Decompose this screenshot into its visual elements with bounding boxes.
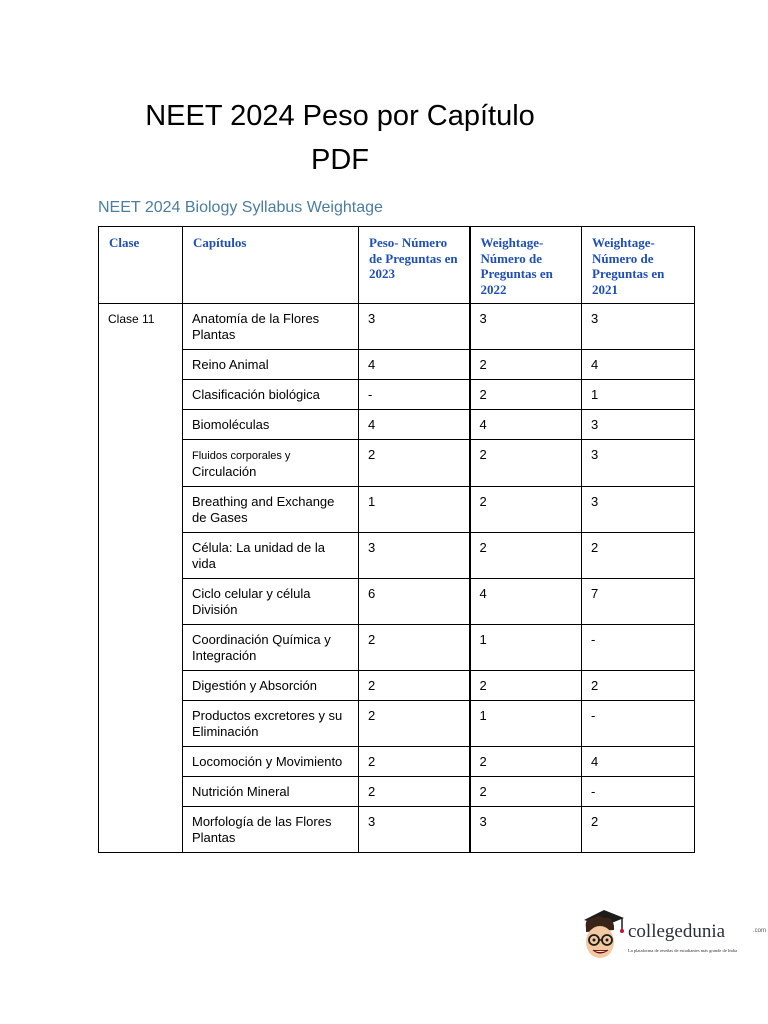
value-2022: 2 — [470, 487, 582, 533]
value-2023: 2 — [359, 671, 470, 701]
title-line-2: PDF — [311, 144, 369, 176]
value-2021: 3 — [582, 487, 695, 533]
student-mascot-icon — [578, 906, 626, 966]
logo-name: collegedunia — [628, 921, 726, 942]
value-2023: 2 — [359, 701, 470, 747]
value-2022: 2 — [470, 350, 582, 380]
value-2022: 1 — [470, 701, 582, 747]
value-2022: 2 — [470, 380, 582, 410]
value-2023: 2 — [359, 625, 470, 671]
chapter-cell: Ciclo celular y célula División — [183, 579, 359, 625]
value-2021: - — [582, 701, 695, 747]
chapter-cell: Coordinación Química y Integración — [183, 625, 359, 671]
header-2023: Peso- Número de Preguntas en 2023 — [359, 227, 470, 304]
value-2021: - — [582, 777, 695, 807]
chapter-cell: Productos excretores y su Eliminación — [183, 701, 359, 747]
table-row — [99, 533, 695, 579]
chapter-cell: Nutrición Mineral — [183, 777, 359, 807]
value-2021: 2 — [582, 533, 695, 579]
value-2023: 2 — [359, 777, 470, 807]
value-2021: 3 — [582, 440, 695, 487]
chapter-cell: Digestión y Absorción — [183, 671, 359, 701]
chapter-cell: Clasificación biológica — [183, 380, 359, 410]
value-2023: 3 — [359, 533, 470, 579]
table-row — [99, 380, 695, 410]
value-2022: 4 — [470, 410, 582, 440]
value-2022: 2 — [470, 671, 582, 701]
value-2021: 3 — [582, 304, 695, 350]
table-row — [99, 777, 695, 807]
value-2023: - — [359, 380, 470, 410]
header-class: Clase — [99, 227, 183, 304]
chapter-cell: Célula: La unidad de la vida — [183, 533, 359, 579]
table-subtitle: NEET 2024 Biology Syllabus Weightage — [98, 199, 383, 216]
value-2022: 4 — [470, 579, 582, 625]
chapter-cell — [183, 440, 359, 487]
value-2023: 4 — [359, 350, 470, 380]
value-2023: 6 — [359, 579, 470, 625]
weightage-table — [98, 226, 695, 853]
chapter-cell: Morfología de las Flores Plantas — [183, 807, 359, 853]
chapter-cell: Breathing and Exchange de Gases — [183, 487, 359, 533]
value-2023: 1 — [359, 487, 470, 533]
class-cell: Clase 11 — [99, 304, 183, 853]
value-2023: 4 — [359, 410, 470, 440]
table-row — [99, 350, 695, 380]
chapter-cell: Anatomía de la Flores Plantas — [183, 304, 359, 350]
table-row — [99, 304, 695, 350]
value-2022: 2 — [470, 777, 582, 807]
value-2021: 4 — [582, 350, 695, 380]
logo-suffix: .com — [753, 928, 767, 934]
value-2023: 2 — [359, 440, 470, 487]
value-2022: 3 — [470, 807, 582, 853]
value-2021: 3 — [582, 410, 695, 440]
table-row — [99, 579, 695, 625]
table-row — [99, 807, 695, 853]
value-2022: 2 — [470, 747, 582, 777]
chapter-part-b: Circulación — [192, 464, 257, 479]
chapter-cell: Reino Animal — [183, 350, 359, 380]
header-2021: Weightage- Número de Preguntas en 2021 — [582, 227, 695, 304]
value-2023: 3 — [359, 807, 470, 853]
header-chapters: Capítulos — [183, 227, 359, 304]
value-2021: 1 — [582, 380, 695, 410]
value-2022: 1 — [470, 625, 582, 671]
collegedunia-logo — [578, 906, 767, 966]
value-2021: 2 — [582, 671, 695, 701]
value-2023: 2 — [359, 747, 470, 777]
chapter-cell: Biomoléculas — [183, 410, 359, 440]
table-row — [99, 701, 695, 747]
table-row — [99, 440, 695, 487]
value-2021: - — [582, 625, 695, 671]
value-2023: 3 — [359, 304, 470, 350]
table-row — [99, 671, 695, 701]
header-row — [99, 227, 695, 304]
table-row — [99, 487, 695, 533]
header-2022: Weightage- Número de Preguntas en 2022 — [470, 227, 582, 304]
document-title — [90, 94, 590, 182]
chapter-part-a: Fluidos corporales y — [192, 450, 291, 462]
table-row — [99, 747, 695, 777]
table-row — [99, 410, 695, 440]
chapter-cell: Locomoción y Movimiento — [183, 747, 359, 777]
value-2021: 4 — [582, 747, 695, 777]
value-2022: 2 — [470, 440, 582, 487]
value-2022: 2 — [470, 533, 582, 579]
value-2022: 3 — [470, 304, 582, 350]
value-2021: 2 — [582, 807, 695, 853]
table-row — [99, 625, 695, 671]
value-2021: 7 — [582, 579, 695, 625]
logo-tagline: La plataforma de reseñas de estudiantes más grande de India — [628, 948, 738, 953]
title-line-1: NEET 2024 Peso por Capítulo — [145, 100, 535, 132]
